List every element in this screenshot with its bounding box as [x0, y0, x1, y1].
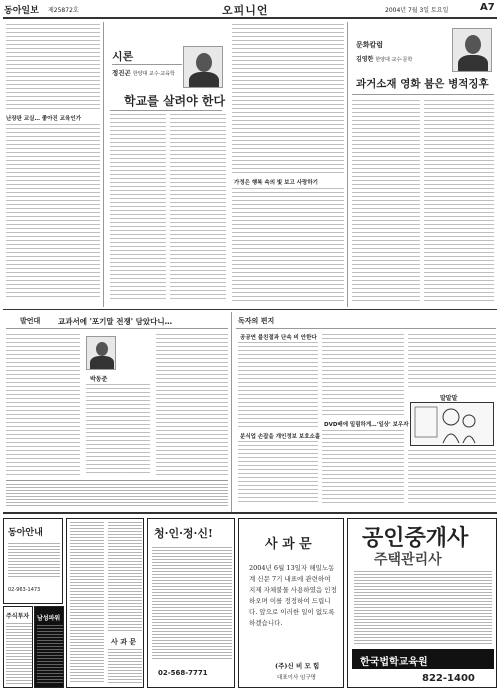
issue-number: 제25872호 — [48, 7, 79, 14]
munhwa-body-col-2 — [424, 100, 494, 302]
gongin-subtitle: 주택관리사 — [374, 552, 442, 568]
ad-section-rule — [3, 512, 497, 514]
cheong-ad-text — [152, 547, 232, 661]
siron-body-col-1 — [110, 114, 166, 302]
page-number: A7 — [480, 2, 495, 13]
men-power-title: 남성파워 — [37, 615, 61, 622]
col-divider-1 — [103, 22, 104, 307]
apology-signer-sub: 대표이사 임구명 — [277, 675, 316, 681]
gongin-ad-text — [354, 571, 492, 645]
siron-author — [112, 68, 175, 77]
col-divider-2 — [347, 22, 348, 307]
balun-label: 발언대 — [20, 317, 41, 325]
reader-item-3-title: DVD배에 밀림하게…'일상' 보우자 — [324, 422, 409, 428]
paper-name: 동아일보 — [4, 6, 39, 16]
hanguk-banner — [352, 649, 494, 669]
munhwa-author-title: 한양대 교수·문학 — [375, 57, 413, 63]
classified-col-2 — [108, 522, 142, 632]
balun-headline-rule — [6, 328, 228, 329]
gongin-ad — [347, 518, 497, 688]
balun-author-photo — [86, 336, 116, 370]
gongin-title: 공인중개사 — [362, 525, 469, 551]
middle-body-top — [232, 24, 344, 174]
reader-item-3-body — [322, 430, 404, 505]
header-rule — [3, 17, 497, 19]
reader-item-2-body — [238, 441, 318, 505]
reader-col-2 — [322, 334, 404, 416]
balun-author: 박동준 — [90, 376, 108, 383]
left-subheading: 난장판 교실… 좋아진 교육인가 — [6, 116, 82, 122]
balun-headline: 교과서에 '포기말 전쟁' 담았다니… — [58, 317, 173, 326]
donga-guide-ad — [3, 518, 63, 604]
donga-guide-text — [8, 543, 60, 579]
cartoon-drawing — [411, 403, 495, 447]
donga-guide-phone: 02-963-1473 — [8, 587, 41, 593]
apology-notice — [238, 518, 344, 688]
cheong-ad-title: 청·인·정·신! — [154, 527, 213, 540]
cartoon-panel — [410, 402, 494, 446]
balun-body-col-2 — [86, 384, 150, 476]
col-divider-3 — [231, 312, 232, 512]
balun-body-col-3 — [156, 334, 228, 476]
left-body-text-1 — [6, 24, 100, 110]
reader-item-1-body — [238, 342, 318, 428]
munhwa-body-col-1 — [352, 100, 420, 302]
munhwa-author-name: 김영한 — [356, 56, 374, 63]
reader-col-3 — [408, 334, 496, 390]
balun-footer-rule — [6, 480, 228, 481]
reader-item-1-title: 공공연 불친절과 단속 비 안한다 — [240, 335, 317, 341]
munhwa-headline-rule — [352, 94, 494, 95]
siron-label-rule — [112, 64, 182, 65]
issue-date: 2004년 7월 3일 토요일 — [385, 7, 449, 14]
section-title: 오피니언 — [222, 4, 269, 17]
hanguk-title: 한국법학교육원 — [360, 657, 428, 668]
men-power-ad — [34, 606, 64, 688]
stock-ad-title: 주식투자 — [6, 613, 30, 620]
siron-headline: 학교를 살려야 한다 — [124, 94, 226, 108]
classified-apology-title: 사 과 문 — [111, 638, 137, 646]
stock-ad-text — [6, 623, 32, 685]
middle-subheading: 가정은 행복 속의 빛 보고 사랑하기 — [234, 180, 318, 186]
apology-title: 사 과 문 — [265, 537, 312, 552]
apology-body: 2004년 6월 13일자 해밀노동계 신문 7기 내표에 관련하여 지제 자체불물 사용하였음 인정하오며 이를 정정하여 드립니다. 앞으로 이러한 일이 없도록 하겠습니다. — [249, 564, 337, 627]
left-body-text-2 — [6, 124, 100, 300]
reader-label-rule — [236, 328, 496, 329]
cartoon-caption — [408, 450, 496, 505]
reader-label: 독자의 편지 — [238, 317, 275, 325]
stock-ad — [3, 606, 33, 688]
donga-guide-title: 동아안내 — [8, 528, 43, 538]
classified-apology-text — [108, 649, 142, 684]
siron-label: 시론 — [112, 50, 134, 63]
top-section-rule — [3, 309, 497, 310]
cartoon-label: 말말말 — [440, 395, 458, 402]
men-power-text — [37, 625, 63, 685]
siron-author-name: 정진곤 — [112, 69, 131, 77]
middle-body-bottom — [232, 188, 344, 302]
siron-body-col-2 — [170, 114, 226, 302]
munhwa-label: 문화칼럼 — [356, 41, 384, 49]
reader-item-2-title: 분식업 손잡을 개인정보 보호소홀 — [240, 434, 321, 440]
classified-col-1 — [70, 522, 104, 684]
siron-author-title: 한양대 교수·교육학 — [132, 71, 175, 77]
munhwa-headline: 과거소재 영화 붐은 병적징후 — [356, 78, 489, 90]
balun-body-col-1 — [6, 334, 80, 476]
apology-signer: (주)신 비 모 힘 — [275, 662, 320, 670]
cheong-ad — [147, 518, 235, 688]
cheong-ad-phone: 02-568-7771 — [158, 669, 208, 677]
munhwa-author-photo — [452, 28, 492, 72]
hanguk-phone: 822-1400 — [422, 673, 475, 684]
siron-headline-rule — [110, 110, 222, 111]
balun-footer-info — [6, 484, 228, 506]
munhwa-author — [356, 54, 412, 63]
siron-author-photo — [183, 46, 223, 88]
classified-grid — [66, 518, 144, 688]
